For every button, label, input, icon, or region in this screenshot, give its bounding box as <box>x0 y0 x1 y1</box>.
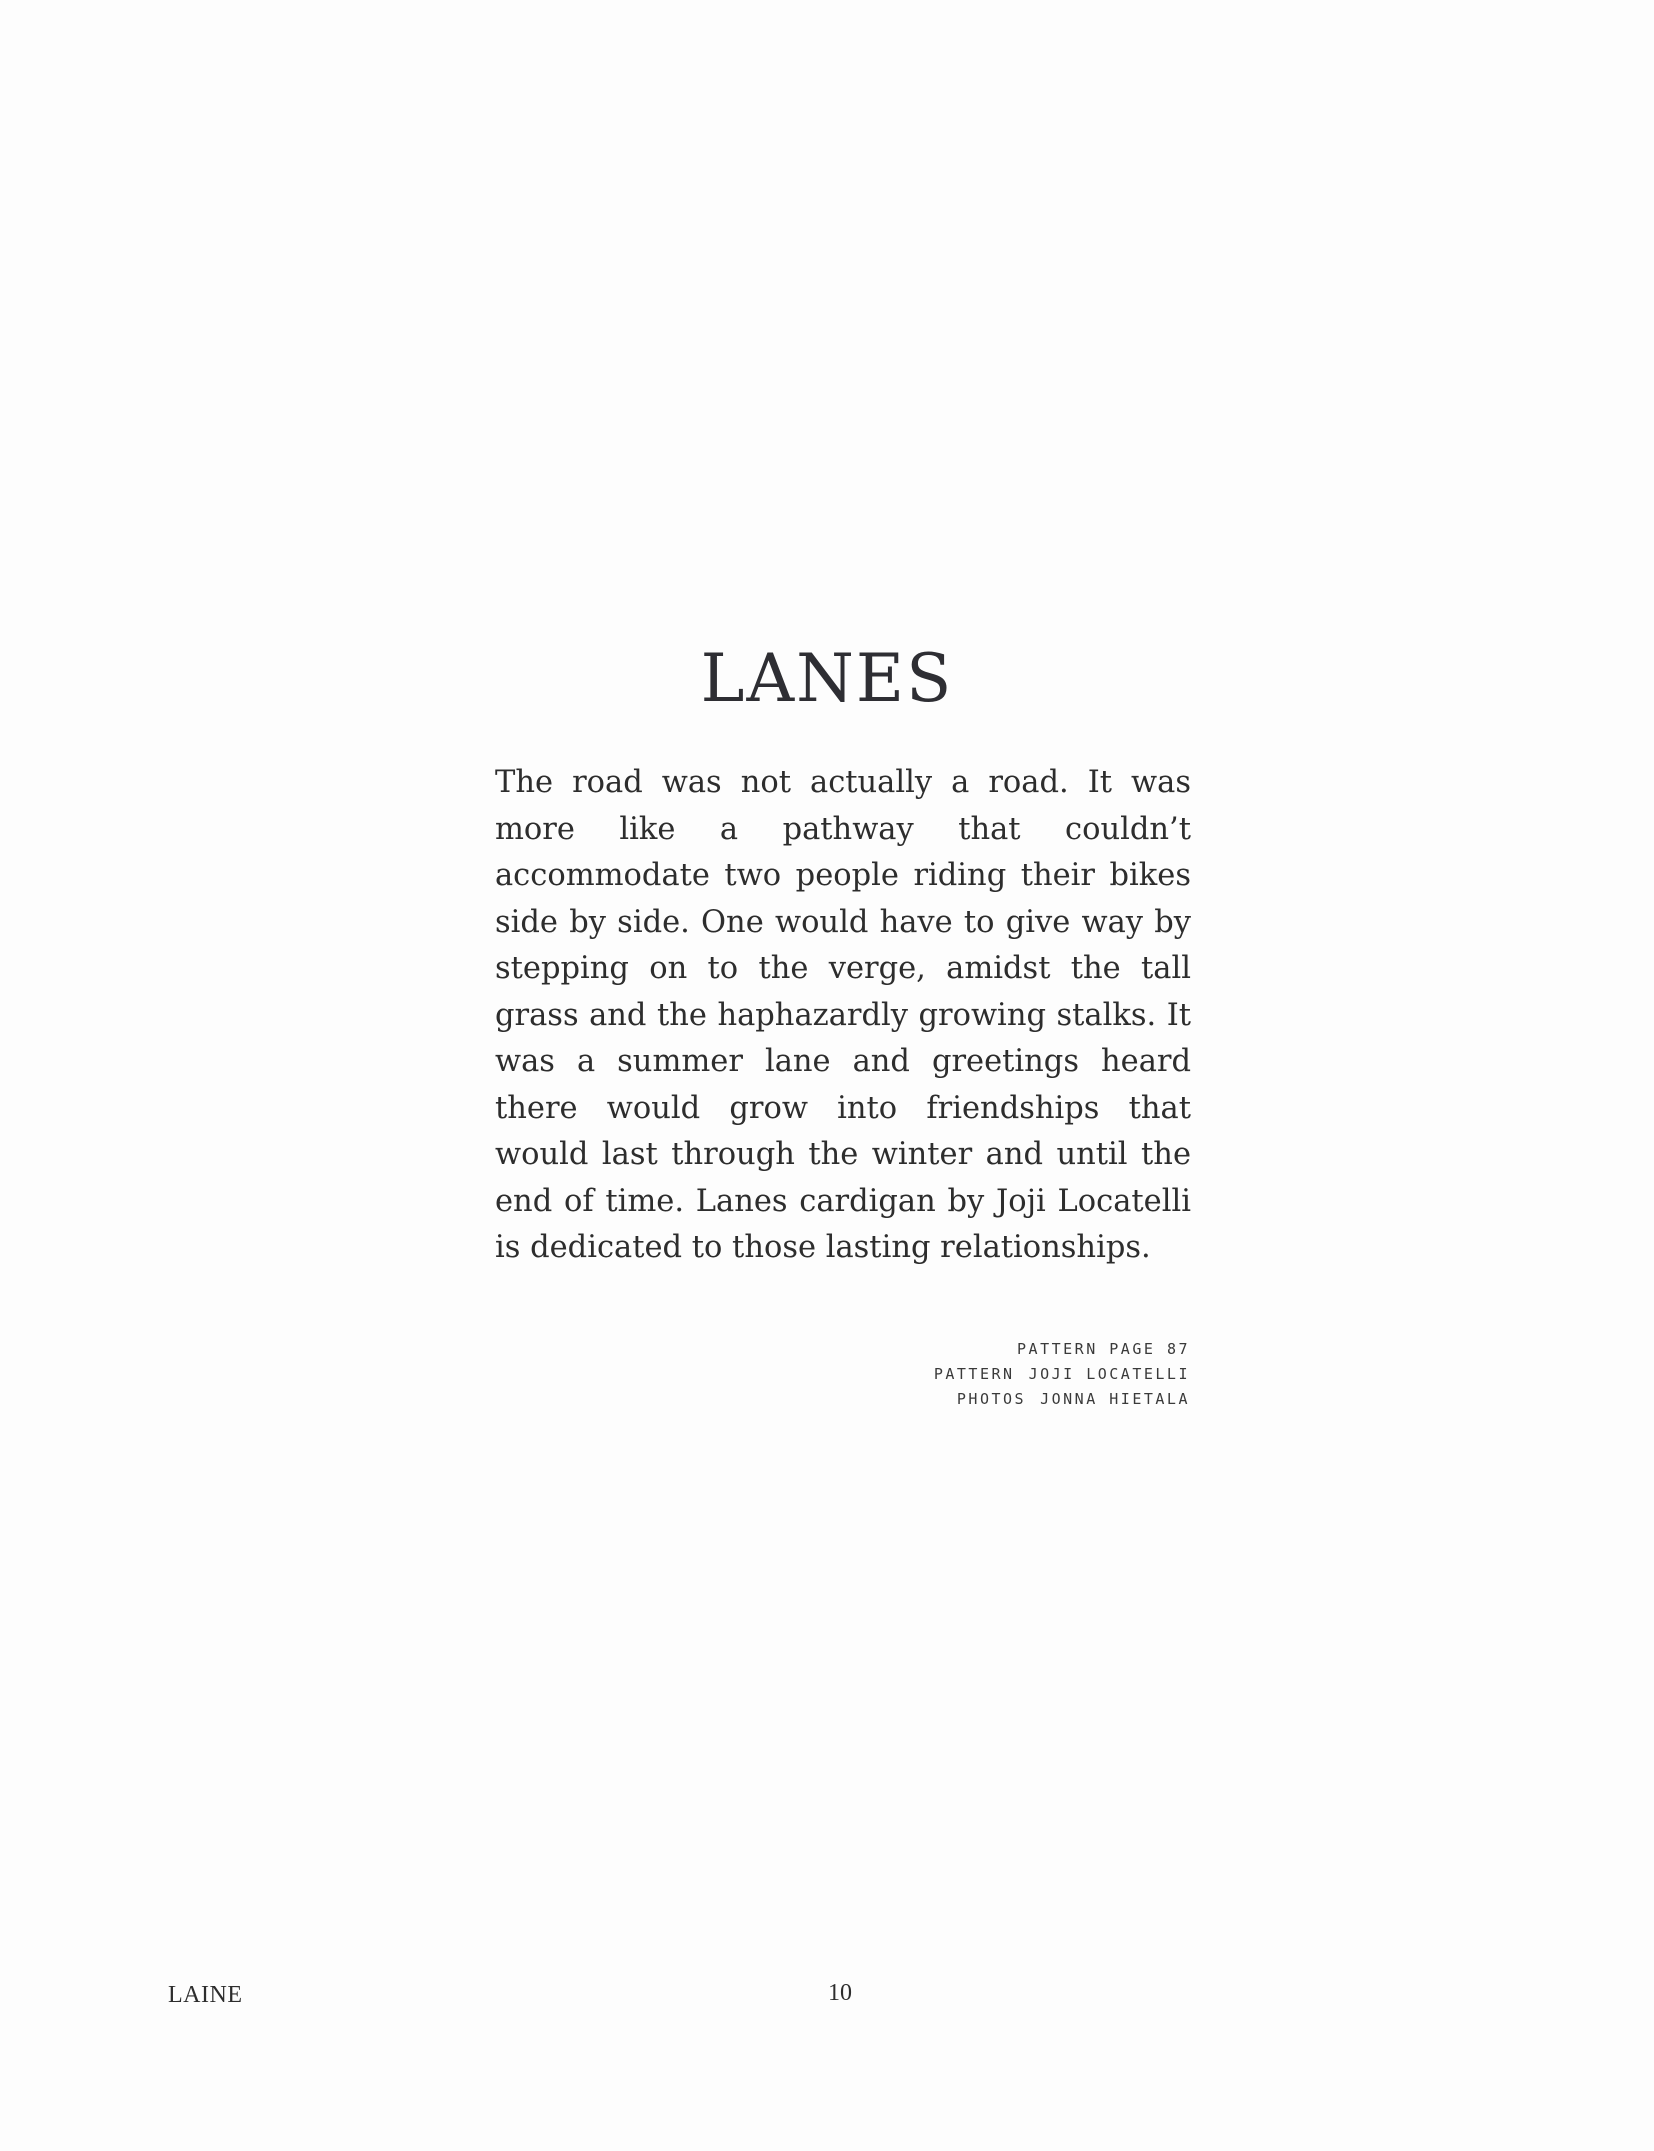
credit-pattern-value: JOJI LOCATELLI <box>1028 1365 1190 1383</box>
credit-photos-value: JONNA HIETALA <box>1040 1390 1190 1408</box>
credits-block <box>880 1337 1190 1412</box>
credit-pattern-page-number: 87 <box>1166 1340 1190 1358</box>
article-body: The road was not actually a road. It was more like a pathway that couldn’t accommodate two people riding their bikes side by side. One would have to give way by stepping on to the verge, amidst the tall grass and the haphazardly growing stalks. It was a summer lane and greetings heard there would grow into friendships that would last through the winter and until the end of time. Lanes cardigan by Joji Locatelli is dedicated to those lasting relationships. <box>495 765 1191 1265</box>
footer-magazine-name: LAINE <box>168 1982 243 2008</box>
credit-pattern <box>880 1362 1190 1387</box>
credit-photos <box>880 1387 1190 1412</box>
footer-page-number: 10 <box>828 1980 852 2006</box>
credit-photos-label: PHOTOS <box>956 1390 1027 1408</box>
credit-pattern-page-label: PATTERN PAGE <box>1017 1340 1156 1358</box>
credit-pattern-label: PATTERN <box>933 1365 1015 1383</box>
article-title: LANES <box>700 640 954 717</box>
credit-pattern-page <box>880 1337 1190 1362</box>
